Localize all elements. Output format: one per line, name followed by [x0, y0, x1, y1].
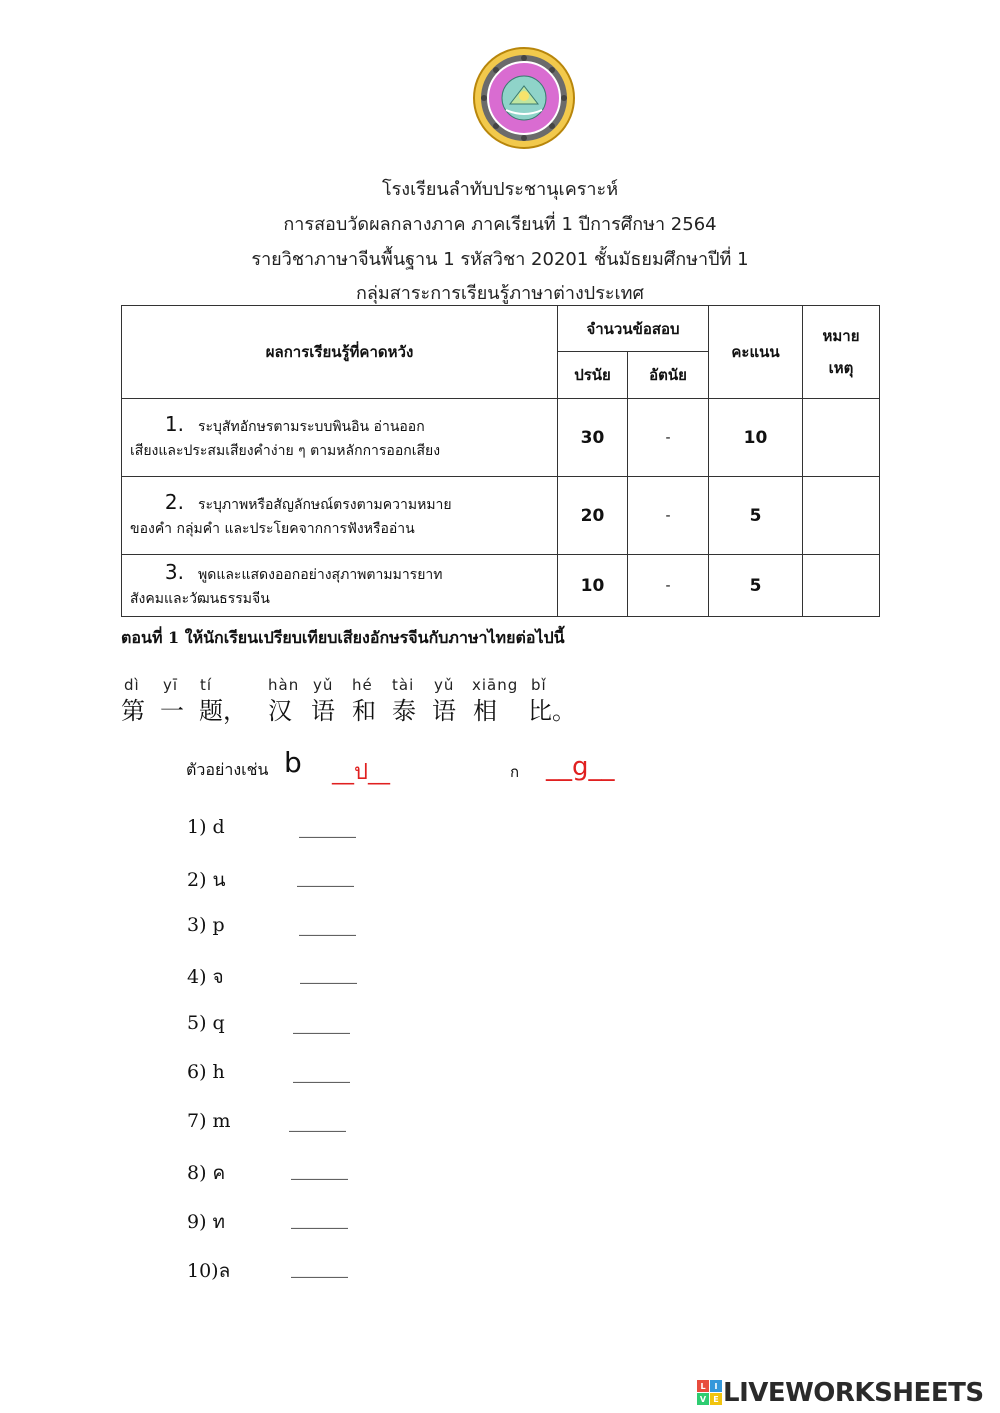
question-label: 1) d — [187, 816, 225, 838]
objective-line2: เสียงและประสมเสียงคำง่าย ๆ ตามหลักการออกเสียง — [130, 443, 441, 459]
answer-blank[interactable]: ______ — [299, 914, 356, 936]
objective-number: 2. — [164, 490, 184, 514]
svg-text:I: I — [714, 1382, 718, 1391]
pinyin-syllable: yī — [163, 676, 179, 694]
mc-count: 30 — [558, 399, 628, 477]
answer-blank[interactable]: ______ — [300, 962, 357, 984]
objective-number: 3. — [164, 560, 184, 584]
hanzi-char: 汉 — [268, 697, 292, 725]
answer-blank[interactable]: ______ — [291, 1158, 348, 1180]
question-label: 6) h — [187, 1061, 225, 1083]
answer-blank[interactable]: ______ — [297, 865, 354, 887]
question-item — [187, 1158, 348, 1188]
question-label: 2) น — [187, 869, 226, 891]
objective-line1: ระบุภาพหรือสัญลักษณ์ตรงตามความหมาย — [198, 497, 452, 513]
question-label: 3) p — [187, 914, 225, 936]
objective-line1: ระบุสัทอักษรตามระบบพินอิน อ่านออก — [198, 419, 425, 435]
question-item — [187, 962, 357, 992]
hanzi-char: 相 — [473, 697, 497, 725]
answer-blank[interactable]: ______ — [293, 1061, 350, 1083]
question-label: 9) ท — [187, 1211, 226, 1233]
objective-cell — [122, 399, 558, 477]
pinyin-syllable: tài — [392, 676, 415, 694]
col-objective-header: ผลการเรียนรู้ที่คาดหวัง — [122, 306, 558, 399]
exam-title: การสอบวัดผลกลางภาค ภาคเรียนที่ 1 ปีการศึกษา 2564 — [283, 214, 717, 235]
col-subj-header: อัตนัย — [628, 352, 709, 399]
question-item — [187, 816, 356, 838]
exam-blueprint-table — [121, 305, 880, 617]
note — [803, 477, 880, 555]
hanzi-char: 一 — [160, 697, 184, 725]
col-note-line2: เหตุ — [828, 359, 854, 377]
col-note-line1: หมาย — [822, 327, 860, 345]
mc-count: 10 — [558, 555, 628, 617]
subj-count: - — [628, 399, 709, 477]
pinyin-syllable: bǐ — [531, 676, 547, 694]
question-item — [187, 1061, 350, 1083]
pinyin-syllable: hé — [352, 676, 373, 694]
part1-instruction: ตอนที่ 1 ให้นักเรียนเปรียบเทียบเสียงอักษรจีนกับภาษาไทยต่อไปนี้ — [121, 628, 565, 647]
question-item — [187, 1110, 346, 1132]
question-item — [187, 865, 354, 895]
hanzi-char: 泰 — [392, 697, 416, 725]
table-row — [122, 555, 880, 617]
objective-cell — [122, 555, 558, 617]
example-answer-2: __g__ — [546, 752, 615, 782]
pinyin-syllable: dì — [124, 676, 140, 694]
example-answer-1: __ป__ — [332, 760, 390, 785]
col-note-header — [803, 306, 880, 399]
answer-blank[interactable]: ______ — [291, 1207, 348, 1229]
note — [803, 555, 880, 617]
table-row — [122, 477, 880, 555]
pinyin-syllable: hàn — [268, 676, 300, 694]
table-row — [122, 399, 880, 477]
pinyin-syllable: xiāng — [472, 676, 519, 694]
svg-text:L: L — [700, 1382, 706, 1391]
mc-count: 20 — [558, 477, 628, 555]
objective-line2: ของคำ กลุ่มคำ และประโยคจากการฟังหรืออ่าน — [130, 521, 415, 537]
objective-number: 1. — [164, 412, 184, 436]
question-label: 10)ล — [187, 1260, 231, 1282]
score: 10 — [709, 399, 803, 477]
hanzi-char: 语 — [432, 697, 456, 725]
example-label: ตัวอย่างเช่น — [186, 760, 269, 779]
hanzi-char: 比。 — [528, 697, 576, 725]
svg-text:E: E — [713, 1395, 719, 1404]
question-label: 4) จ — [187, 966, 224, 988]
col-score-header: คะแนน — [709, 306, 803, 399]
school-seal-logo — [472, 46, 576, 150]
question-item — [187, 1012, 350, 1034]
pinyin-syllable: yǔ — [313, 676, 334, 694]
subject-group: กลุ่มสาระการเรียนรู้ภาษาต่างประเทศ — [356, 283, 644, 304]
svg-text:V: V — [699, 1395, 707, 1404]
answer-blank[interactable]: ______ — [299, 816, 356, 838]
example-letter-k: ก — [510, 763, 520, 781]
hanzi-char: 第 — [121, 697, 145, 725]
question-label: 7) m — [187, 1110, 231, 1132]
pinyin-syllable: yǔ — [434, 676, 455, 694]
note — [803, 399, 880, 477]
pinyin-syllable: tí — [200, 676, 213, 694]
score: 5 — [709, 477, 803, 555]
subj-count: - — [628, 555, 709, 617]
score: 5 — [709, 555, 803, 617]
question-item — [187, 914, 356, 936]
answer-blank[interactable]: ______ — [289, 1110, 346, 1132]
question-item — [187, 1256, 348, 1286]
answer-blank[interactable]: ______ — [293, 1012, 350, 1034]
example-letter-b: b — [284, 746, 302, 779]
question-label: 8) ค — [187, 1162, 226, 1184]
col-count-header: จำนวนข้อสอบ — [558, 306, 709, 352]
question-item — [187, 1207, 348, 1237]
question-label: 5) q — [187, 1012, 225, 1034]
objective-line2: สังคมและวัฒนธรรมจีน — [130, 591, 270, 607]
objective-cell — [122, 477, 558, 555]
hanzi-char: 语 — [311, 697, 335, 725]
liveworksheets-logo[interactable] — [697, 1376, 984, 1410]
objective-line1: พูดและแสดงออกอย่างสุภาพตามมารยาท — [198, 567, 443, 583]
brand-name: LIVEWORKSHEETS — [723, 1378, 984, 1408]
answer-blank[interactable]: ______ — [291, 1256, 348, 1278]
hanzi-char: 和 — [352, 697, 376, 725]
subject-line: รายวิชาภาษาจีนพื้นฐาน 1 รหัสวิชา 20201 ชั้นมัธยมศึกษาปีที่ 1 — [251, 249, 749, 270]
liveworksheets-icon — [697, 1380, 723, 1406]
col-mc-header: ปรนัย — [558, 352, 628, 399]
school-name: โรงเรียนลำทับประชานุเคราะห์ — [381, 179, 619, 200]
subj-count: - — [628, 477, 709, 555]
hanzi-char: 题， — [199, 697, 247, 725]
